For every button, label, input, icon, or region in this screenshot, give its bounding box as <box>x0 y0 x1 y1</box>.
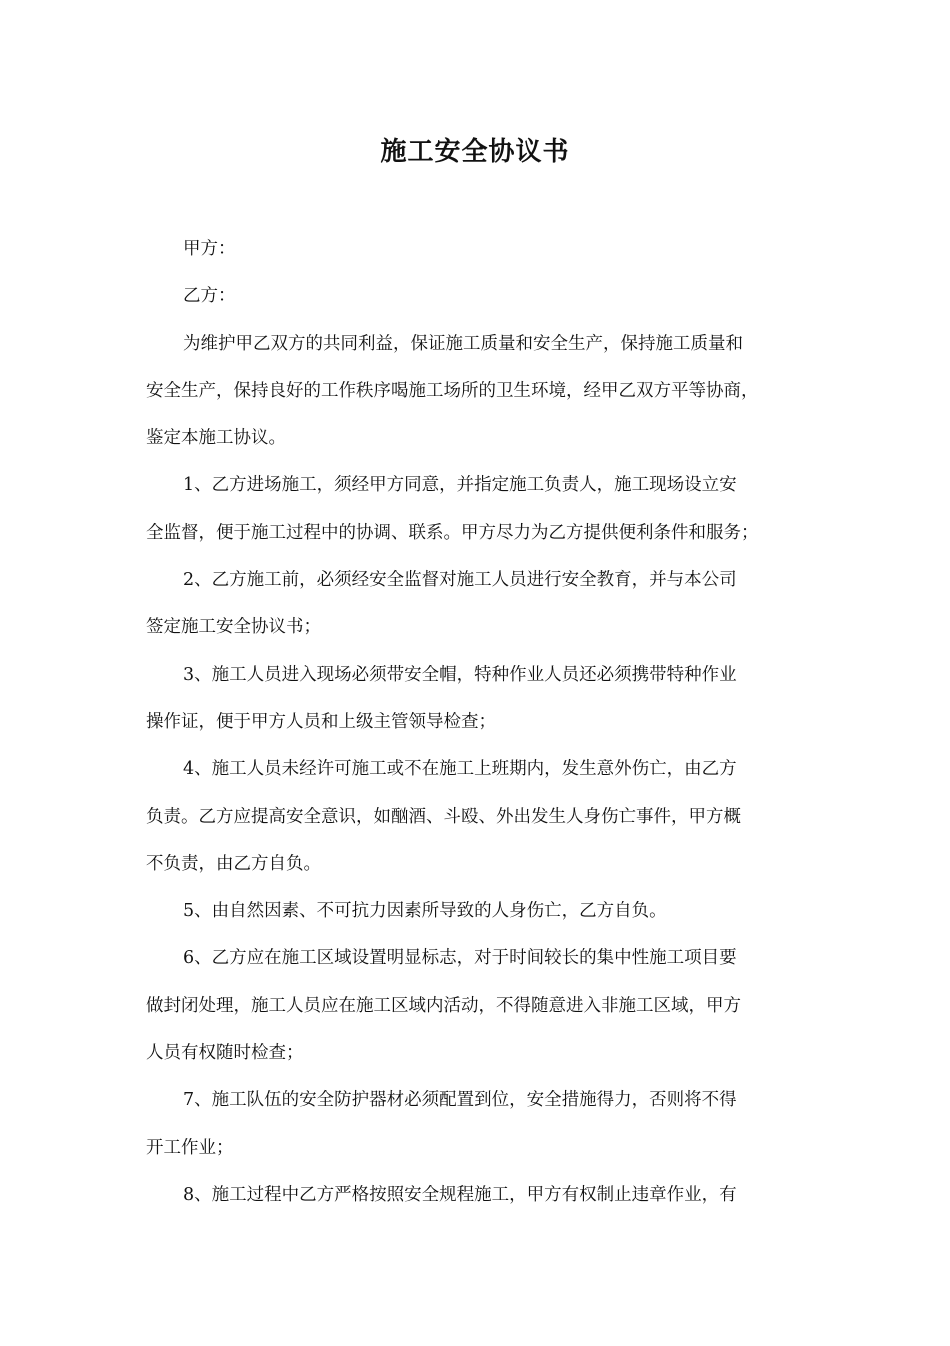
clause-3-line: 操作证，便于甲方人员和上级主管领导检查； <box>146 711 496 732</box>
clause-3-line: 3、施工人员进入现场必须带安全帽，特种作业人员还必须携带特种作业 <box>183 664 737 685</box>
document-body <box>146 226 811 1219</box>
clause-8-line: 8、施工过程中乙方严格按照安全规程施工，甲方有权制止违章作业，有 <box>183 1184 737 1205</box>
party-a-line: 甲方： <box>183 239 236 259</box>
clause-6-line: 6、乙方应在施工区域设置明显标志，对于时间较长的集中性施工项目要 <box>183 948 737 969</box>
clause-2-line: 签定施工安全协议书； <box>146 617 321 638</box>
preamble-line: 鉴定本施工协议。 <box>146 428 286 449</box>
document-title: 施工安全协议书 <box>380 137 570 167</box>
clause-7-line: 开工作业； <box>146 1137 234 1158</box>
clause-4-line: 4、施工人员未经许可施工或不在施工上班期内，发生意外伤亡，由乙方 <box>183 759 737 780</box>
preamble-line: 安全生产，保持良好的工作秩序喝施工场所的卫生环境，经甲乙双方平等协商， <box>146 380 759 401</box>
clause-4-line: 不负责，由乙方自负。 <box>146 853 321 874</box>
clause-7-line: 7、施工队伍的安全防护器材必须配置到位，安全措施得力，否则将不得 <box>183 1090 737 1111</box>
clause-1-line: 1、乙方进场施工，须经甲方同意，并指定施工负责人，施工现场设立安 <box>183 475 737 496</box>
clause-1-line: 全监督，便于施工过程中的协调、联系。甲方尽力为乙方提供便利条件和服务； <box>146 522 759 543</box>
preamble-line: 为维护甲乙双方的共同利益，保证施工质量和安全生产，保持施工质量和 <box>183 333 743 354</box>
clause-4-line: 负责。乙方应提高安全意识，如酗酒、斗殴、外出发生人身伤亡事件，甲方概 <box>146 806 741 827</box>
clause-6-line: 做封闭处理，施工人员应在施工区域内活动，不得随意进入非施工区域，甲方 <box>146 995 741 1016</box>
party-b-line: 乙方： <box>183 286 236 307</box>
clause-5-line: 5、由自然因素、不可抗力因素所导致的人身伤亡，乙方自负。 <box>183 901 667 922</box>
clause-6-line: 人员有权随时检查； <box>146 1043 304 1064</box>
clause-2-line: 2、乙方施工前，必须经安全监督对施工人员进行安全教育，并与本公司 <box>183 570 737 591</box>
